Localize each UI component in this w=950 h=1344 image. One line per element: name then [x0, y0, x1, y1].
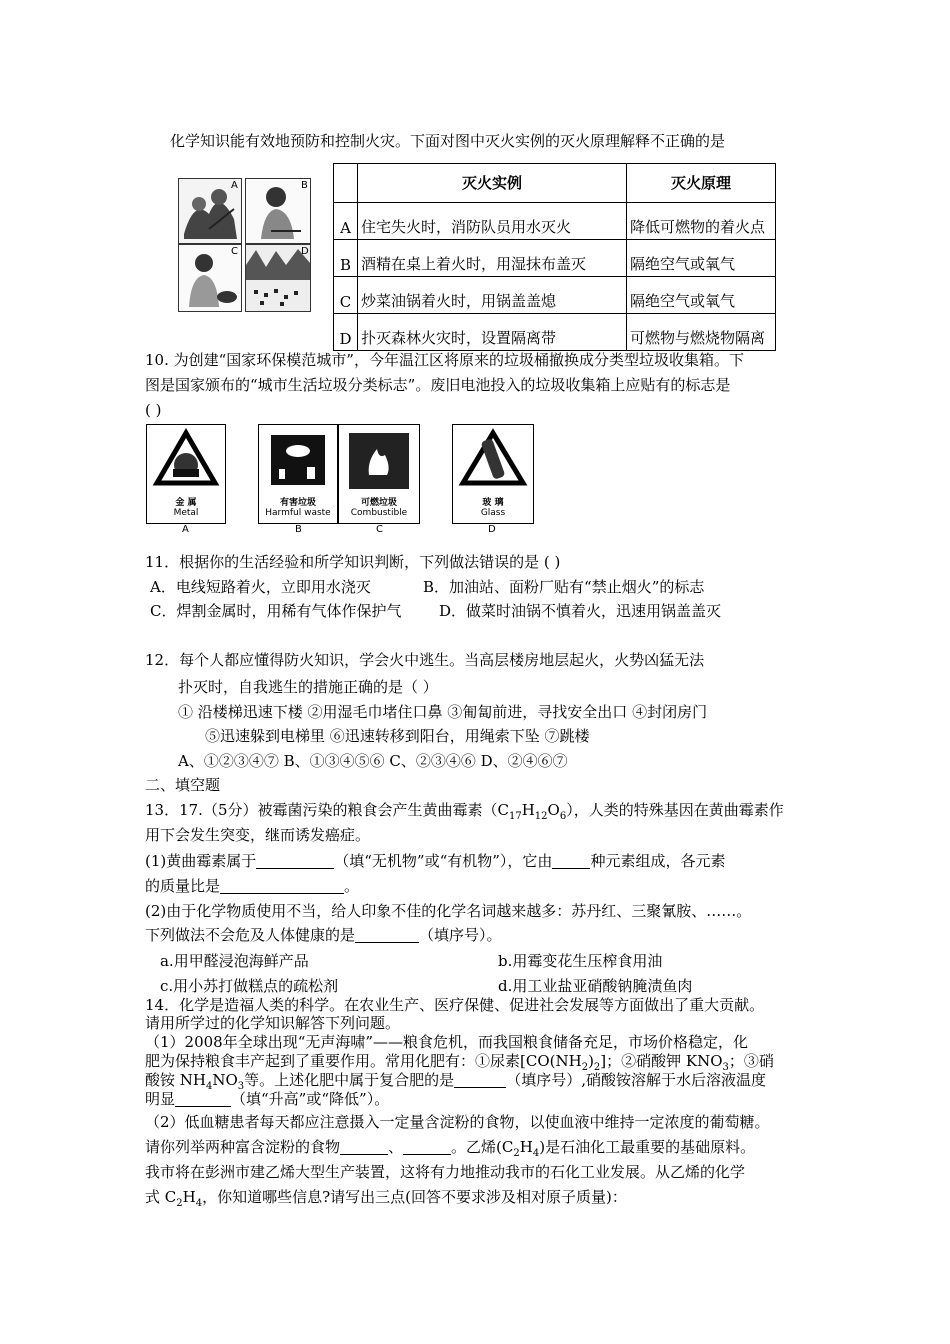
fire-table-header-principle: 灭火原理	[627, 164, 776, 203]
q11-option-b: B．加油站、面粉厂贴有“禁止烟火”的标志	[423, 578, 705, 596]
sign-combustible-en: Combustible	[350, 508, 408, 518]
row-key: D	[334, 314, 358, 351]
sign-harmful	[258, 424, 338, 524]
q12-line1: 12．每个人都应懂得防火知识，学会火中逃生。当高层楼房地层起火，火势凶猛无法	[145, 651, 705, 669]
q13-option-c: c.用小苏打做糕点的疏松剂	[160, 977, 339, 995]
row-example: 炒菜油锅着火时，用锅盖盖熄	[358, 277, 627, 314]
q14-line5: 酸铵 $NH_4NO_3$等。上述化肥中属于复合肥的是 （填序号）,硝酸铵溶解于水后溶液温度	[145, 1071, 766, 1092]
fire-table-row	[334, 277, 776, 314]
sign-glass	[452, 424, 534, 524]
q11-stem: 11．根据你的生活经验和所学知识判断，下列做法错误的是 ( )	[145, 553, 561, 571]
sign-metal-en: Metal	[173, 508, 199, 518]
fire-table-row	[334, 240, 776, 277]
q12-line3: ① 沿楼梯迅速下楼 ②用湿毛巾堵住口鼻 ③匍匐前进，寻找安全出口 ④封闭房门	[178, 703, 708, 721]
q13-option-a: a.用甲醛浸泡海鲜产品	[160, 952, 309, 970]
row-key: C	[334, 277, 358, 314]
sign-letter-d: D	[488, 524, 496, 535]
sign-glass-en: Glass	[480, 508, 506, 518]
sign-letter-a: A	[182, 524, 189, 535]
q14-line2: 请用所学过的化学知识解答下列问题。	[145, 1014, 401, 1032]
q12-line5: A、①②③④⑦ B、①③④⑤⑥ C、②③④⑥ D、②④⑥⑦	[178, 752, 568, 770]
fire-image-c	[178, 244, 242, 312]
row-example: 扑灭森林火灾时，设置隔离带	[358, 314, 627, 351]
q13-line4: 的质量比是 。	[145, 877, 360, 895]
blank-element-count[interactable]	[552, 852, 590, 869]
row-example: 酒精在桌上着火时，用湿抹布盖灭	[358, 240, 627, 277]
sign-metal	[146, 424, 226, 524]
fire-table	[333, 163, 776, 351]
fire-table-corner	[334, 164, 358, 203]
row-principle: 隔绝空气或氧气	[627, 277, 776, 314]
q14-line1: 14．化学是造福人类的科学。在农业生产、医疗保健、促进社会发展等方面做出了重大贡献。	[145, 996, 765, 1014]
sign-combustible-cn: 可燃垃圾	[360, 498, 397, 508]
q13-line2: 用下会发生突变，继而诱发癌症。	[145, 826, 371, 844]
q13-line5: (2)由于化学物质使用不当，给人印象不佳的化学名词越来越多：苏丹红、三聚氰胺、……。	[145, 902, 752, 920]
q12-line2: 扑灭时，自我逃生的措施正确的是（ ）	[178, 678, 438, 696]
blank-starch-food-1[interactable]	[340, 1138, 388, 1155]
q14-line9: 我市将在彭洲市建乙烯大型生产装置，这将有力地推动我市的石化工业发展。从乙烯的化学	[145, 1163, 746, 1181]
row-key: A	[334, 203, 358, 240]
sign-metal-cn: 金 属	[175, 498, 197, 508]
section-title: 二、填空题	[145, 776, 221, 794]
q10-line1: 10. 为创建“国家环保模范城市”，今年温江区将原来的垃圾桶撤换成分类型垃圾收集箱。下	[145, 351, 744, 369]
sign-combustible	[338, 424, 420, 524]
q12-line4: ⑤迅速躲到电梯里 ⑥迅速转移到阳台，用绳索下坠 ⑦跳楼	[205, 727, 590, 745]
sign-glass-cn: 玻 璃	[482, 498, 504, 508]
row-principle: 隔绝空气或氧气	[627, 240, 776, 277]
fire-table-header-example: 灭火实例	[358, 164, 627, 203]
q13-option-d: d.用工业盐亚硝酸钠腌渍鱼肉	[498, 977, 693, 995]
blank-compound-fertilizer[interactable]	[454, 1071, 506, 1088]
q11-option-d: D．做菜时油锅不慎着火，迅速用锅盖盖灭	[439, 602, 722, 620]
q14-line6: 明显 （填“升高”或“降低”）。	[145, 1090, 390, 1108]
fire-image-d-letter: D	[301, 246, 309, 257]
fire-table-row	[334, 314, 776, 351]
sign-harmful-en: Harmful waste	[265, 508, 331, 518]
blank-organic[interactable]	[256, 852, 334, 869]
sign-letter-c: C	[376, 524, 383, 535]
fire-table-row	[334, 203, 776, 240]
q10-line3: ( )	[145, 401, 162, 419]
fire-image-b	[245, 178, 311, 244]
fire-image-d	[245, 244, 311, 312]
row-principle: 降低可燃物的着火点	[627, 203, 776, 240]
row-example: 住宅失火时，消防队员用水灭火	[358, 203, 627, 240]
q14-line7: （2）低血糖患者每天都应注意摄入一定量含淀粉的食物，以使血液中维持一定浓度的葡萄糖。	[145, 1113, 770, 1131]
blank-mass-ratio[interactable]	[220, 877, 344, 894]
q11-option-c: C．焊割金属时，用稀有气体作保护气	[150, 602, 402, 620]
blank-safe-practice[interactable]	[355, 926, 419, 943]
sign-letter-b: B	[295, 524, 302, 535]
row-key: B	[334, 240, 358, 277]
q14-line8: 请你列举两种富含淀粉的食物 、 。乙烯$(C_2H_4)$是石油化工最重要的基础原料。	[145, 1138, 756, 1159]
fire-image-c-letter: C	[231, 246, 238, 257]
q14-line10: 式 $C_2H_4$，你知道哪些信息?请写出三点(回答不要求涉及相对原子质量)：	[145, 1188, 627, 1209]
sign-harmful-cn: 有害垃圾	[279, 498, 316, 508]
fire-image-a-letter: A	[231, 180, 238, 191]
q14-line4: 肥为保持粮食丰产起到了重要作用。常用化肥有：①尿素$[CO(NH_2)_2]$；②硝酸钾 $KNO_3$；③硝	[145, 1052, 774, 1073]
q13-line3: (1)黄曲霉素属于 （填“无机物”或“有机物”），它由 种元素组成，各元素	[145, 852, 726, 870]
q13-option-b: b.用霉变花生压榨食用油	[498, 952, 663, 970]
q11-option-a: A．电线短路着火，立即用水浇灭	[150, 578, 371, 596]
q14-line3: （1）2008年全球出现“无声海啸”——粮食危机，而我国粮食储备充足，市场价格稳定，化	[145, 1033, 749, 1051]
q10-line2: 图是国家颁布的“城市生活垃圾分类标志”。废旧电池投入的垃圾收集箱上应贴有的标志是	[145, 376, 731, 394]
row-principle: 可燃物与燃烧物隔离	[627, 314, 776, 351]
fire-image-a	[178, 178, 242, 244]
fire-image-b-letter: B	[301, 180, 308, 191]
blank-temperature[interactable]	[175, 1090, 231, 1107]
q13-line1: 13．17.（5分）被霉菌污染的粮食会产生黄曲霉素$(C_{17}H_{12}O_6)$，人类的特殊基因在黄曲霉素作	[145, 801, 784, 822]
q13-line6: 下列做法不会危及人体健康的是 （填序号）。	[145, 926, 502, 944]
q9-stem: 化学知识能有效地预防和控制火灾。下面对图中灭火实例的灭火原理解释不正确的是	[170, 132, 726, 150]
blank-starch-food-2[interactable]	[403, 1138, 451, 1155]
